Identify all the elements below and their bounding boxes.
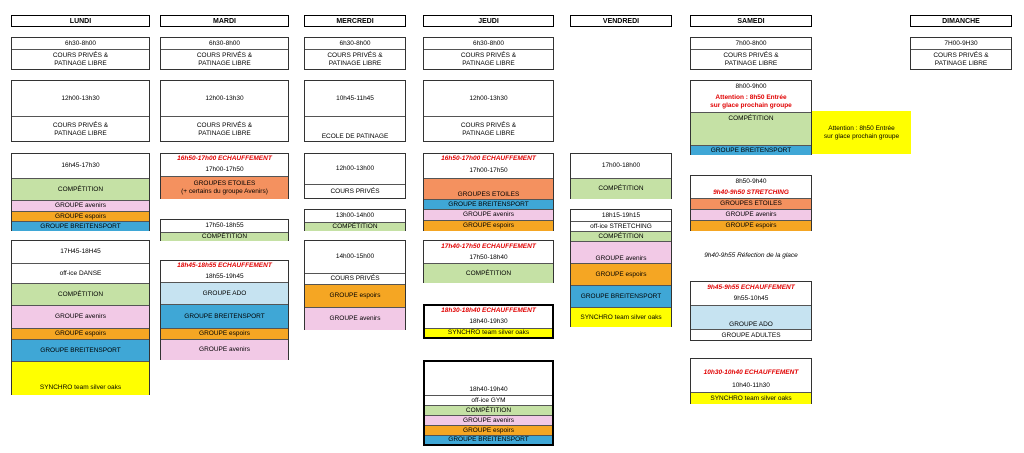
day-header-mardi: MARDI bbox=[160, 15, 289, 27]
day-header-lundi: LUNDI bbox=[11, 15, 150, 27]
activity-label: COURS PRIVÉS & PATINAGE LIBRE bbox=[424, 49, 553, 70]
attention-note: Attention : 8h50 Entrée sur glace prochain groupe bbox=[812, 111, 911, 154]
attention-note: Attention : 8h50 Entrée sur glace prochain groupe bbox=[710, 94, 792, 109]
warmup-label: 9h40-9h50 STRETCHING bbox=[713, 189, 789, 196]
time-slot: 8h50-9h40 bbox=[735, 178, 767, 185]
time-slot: 10h40-11h30 bbox=[732, 381, 770, 389]
time-slot: 12h00-13h30 bbox=[205, 94, 244, 102]
group-adultes: GROUPE ADULTES bbox=[691, 329, 811, 341]
warmup-label: 17h40-17h50 ECHAUFFEMENT bbox=[441, 242, 536, 250]
group-breitensport: GROUPE BREITENSPORT bbox=[425, 435, 552, 444]
time-slot: 17h00-17h50 bbox=[469, 167, 508, 174]
activity-label: COURS PRIVÉS bbox=[305, 273, 405, 284]
group-competition: COMPÉTITION bbox=[571, 178, 671, 199]
group-breitensport: GROUPE BREITENSPORT bbox=[161, 304, 288, 328]
schedule-block bbox=[910, 37, 1012, 70]
schedule-block bbox=[11, 37, 150, 70]
schedule-block bbox=[11, 240, 150, 395]
warmup-label: 18h45-18h55 ECHAUFFEMENT bbox=[177, 262, 272, 269]
time-slot: 6h30-8h00 bbox=[472, 39, 505, 47]
day-header-dimanche: DIMANCHE bbox=[910, 15, 1012, 27]
group-competition: COMPÉTITION bbox=[161, 232, 288, 241]
time-slot: 18h40-19h40 bbox=[469, 386, 508, 393]
time-slot: 6h30-8h00 bbox=[339, 39, 371, 47]
activity-label: COURS PRIVÉS & PATINAGE LIBRE bbox=[12, 49, 149, 70]
group-avenirs: GROUPE avenirs bbox=[305, 307, 405, 330]
day-header-jeudi: JEUDI bbox=[423, 15, 554, 27]
time-slot: 14h00-15h00 bbox=[335, 253, 375, 260]
group-synchro: SYNCHRO team silver oaks bbox=[691, 392, 811, 404]
schedule-block bbox=[423, 240, 554, 283]
schedule-block bbox=[160, 153, 289, 199]
group-avenirs: GROUPE avenirs bbox=[424, 209, 553, 220]
time-slot: 16h45-17h30 bbox=[61, 162, 100, 169]
group-espoirs: GROUPE espoirs bbox=[571, 263, 671, 285]
time-slot: 17H45-18H45 bbox=[60, 248, 101, 255]
schedule-block bbox=[11, 153, 150, 231]
time-slot: 17h50-18h40 bbox=[469, 253, 508, 261]
time-slot: 6h30-8h00 bbox=[64, 39, 97, 47]
time-slot: 13h00-14h00 bbox=[335, 212, 375, 219]
group-avenirs: GROUPE avenirs bbox=[161, 339, 288, 360]
activity-label: COURS PRIVÉS & PATINAGE LIBRE bbox=[911, 49, 1011, 70]
off-ice-activity: off-ice STRETCHING bbox=[571, 221, 671, 231]
time-slot: 12h00-13h30 bbox=[61, 94, 100, 102]
schedule-block bbox=[304, 153, 406, 199]
group-synchro: SYNCHRO team silver oaks bbox=[571, 307, 671, 327]
group-etoiles: GROUPES ETOILES (+ certains du groupe Avenirs) bbox=[161, 176, 288, 199]
day-header-samedi: SAMEDI bbox=[690, 15, 812, 27]
schedule-block bbox=[11, 80, 150, 142]
group-competition: COMPÉTITION bbox=[424, 263, 553, 283]
group-competition: COMPÉTITION bbox=[12, 283, 149, 305]
schedule-block bbox=[423, 80, 554, 142]
schedule-block bbox=[690, 80, 812, 155]
time-slot: 18h55-19h45 bbox=[205, 272, 244, 280]
time-slot: 7H00-9H30 bbox=[944, 39, 978, 47]
schedule-block bbox=[423, 304, 554, 339]
schedule-block bbox=[304, 80, 406, 142]
activity-label: COURS PRIVÉS & PATINAGE LIBRE bbox=[161, 116, 288, 142]
group-avenirs: GROUPE avenirs bbox=[571, 241, 671, 263]
warmup-label: 18h30-18h40 ECHAUFFEMENT bbox=[441, 307, 536, 314]
time-slot: 10h45-11h45 bbox=[336, 94, 374, 102]
group-avenirs: GROUPE avenirs bbox=[425, 415, 552, 425]
schedule-block bbox=[690, 358, 812, 404]
time-slot: 17h00-18h00 bbox=[601, 162, 641, 169]
time-slot: 6h30-8h00 bbox=[208, 39, 241, 47]
group-espoirs: GROUPE espoirs bbox=[12, 328, 149, 339]
warmup-label: 16h50-17h00 ECHAUFFEMENT bbox=[177, 155, 272, 162]
group-espoirs: GROUPE espoirs bbox=[691, 220, 811, 231]
group-espoirs: GROUPE espoirs bbox=[424, 220, 553, 231]
time-slot: 9h55-10h45 bbox=[733, 295, 769, 302]
activity-label: COURS PRIVÉS & PATINAGE LIBRE bbox=[305, 49, 405, 70]
group-breitensport: GROUPE BREITENSPORT bbox=[12, 339, 149, 361]
group-avenirs: GROUPE avenirs bbox=[12, 305, 149, 328]
schedule-block bbox=[690, 281, 812, 341]
activity-label: COURS PRIVÉS & PATINAGE LIBRE bbox=[691, 49, 811, 70]
group-etoiles: GROUPES ETOILES bbox=[424, 178, 553, 199]
schedule-block bbox=[304, 209, 406, 231]
schedule-block bbox=[423, 153, 554, 231]
group-espoirs: GROUPE espoirs bbox=[12, 211, 149, 221]
group-synchro: SYNCHRO team silver oaks bbox=[425, 328, 552, 337]
group-ado: GROUPE ADO bbox=[691, 305, 811, 329]
time-slot: 12h00-13h00 bbox=[335, 165, 375, 172]
time-slot: 7h00-8h00 bbox=[735, 39, 767, 47]
schedule-block bbox=[160, 219, 289, 241]
time-slot: 17h00-17h50 bbox=[205, 166, 244, 173]
ice-resurfacing-note: 9h40-9h55 Réfection de la glace bbox=[704, 252, 798, 259]
activity-label: COURS PRIVÉS & PATINAGE LIBRE bbox=[161, 49, 288, 70]
activity-label: COURS PRIVÉS bbox=[305, 184, 405, 199]
schedule-block bbox=[160, 37, 289, 70]
schedule-block bbox=[570, 209, 672, 327]
schedule-block bbox=[304, 240, 406, 330]
day-header-mercredi: MERCREDI bbox=[304, 15, 406, 27]
time-slot: 17h50-18h55 bbox=[205, 222, 244, 229]
group-ado: GROUPE ADO bbox=[161, 282, 288, 304]
group-synchro: SYNCHRO team silver oaks bbox=[12, 361, 149, 395]
group-espoirs: GROUPE espoirs bbox=[425, 425, 552, 435]
schedule-block bbox=[570, 153, 672, 199]
activity-label: COURS PRIVÉS & PATINAGE LIBRE bbox=[424, 116, 553, 142]
group-breitensport: GROUPE BREITENSPORT bbox=[424, 199, 553, 209]
schedule-block bbox=[690, 175, 812, 231]
group-breitensport: GROUPE BREITENSPORT bbox=[691, 145, 811, 155]
off-ice-activity: off-ice GYM bbox=[425, 395, 552, 405]
day-header-vendredi: VENDREDI bbox=[570, 15, 672, 27]
time-slot: 12h00-13h30 bbox=[469, 94, 508, 102]
group-avenirs: GROUPE avenirs bbox=[691, 209, 811, 220]
warmup-label: 16h50-17h00 ECHAUFFEMENT bbox=[441, 155, 536, 162]
group-competition: COMPÉTITION bbox=[305, 222, 405, 231]
schedule-block bbox=[160, 80, 289, 142]
group-breitensport: GROUPE BREITENSPORT bbox=[12, 221, 149, 231]
time-slot: 8h00-9h00 bbox=[735, 82, 767, 90]
time-slot: 18h40-19h30 bbox=[469, 318, 508, 325]
schedule-block bbox=[160, 260, 289, 360]
warmup-label: 10h30-10h40 ECHAUFFEMENT bbox=[703, 369, 799, 376]
off-ice-activity: off-ice DANSE bbox=[12, 263, 149, 283]
group-competition: COMPÉTITION bbox=[425, 405, 552, 415]
activity-label: COURS PRIVÉS & PATINAGE LIBRE bbox=[12, 116, 149, 142]
group-espoirs: GROUPE espoirs bbox=[161, 328, 288, 339]
group-breitensport: GROUPE BREITENSPORT bbox=[571, 285, 671, 307]
schedule-block bbox=[423, 37, 554, 70]
time-slot: 18h15-19h15 bbox=[601, 211, 641, 219]
warmup-label: 9h45-9h55 ECHAUFFEMENT bbox=[707, 283, 795, 291]
group-avenirs: GROUPE avenirs bbox=[12, 200, 149, 211]
group-etoiles: GROUPES ETOILES bbox=[691, 198, 811, 209]
group-competition: COMPÉTITION bbox=[12, 178, 149, 200]
group-espoirs: GROUPE espoirs bbox=[305, 284, 405, 307]
schedule-block bbox=[690, 37, 812, 70]
group-competition: COMPÉTITION bbox=[571, 231, 671, 241]
group-competition: COMPÉTITION bbox=[691, 112, 811, 145]
schedule-block bbox=[304, 37, 406, 70]
schedule-block bbox=[423, 360, 554, 446]
activity-label: ECOLE DE PATINAGE bbox=[305, 116, 405, 142]
